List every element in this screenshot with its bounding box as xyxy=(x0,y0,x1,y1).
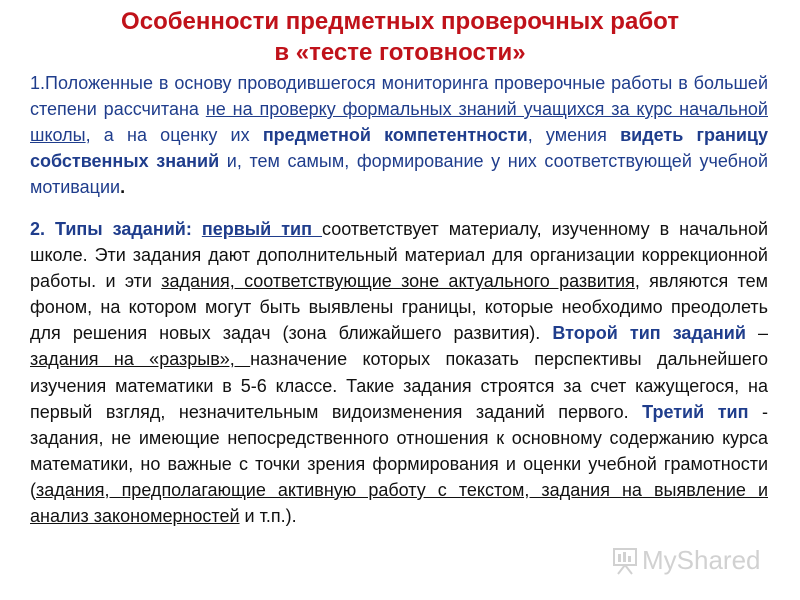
p2-text-5: - задания, не имеющие непосредственного отношения к основному содержанию курса математики, но важные с точки зрения формирования и оценки учебной грамотности ( xyxy=(30,401,769,500)
p1-text-1: 1.Положенные в основу проводившегося мониторинга проверочные работы в большей степени рассчитана xyxy=(30,73,768,119)
paragraph-1 xyxy=(30,70,768,200)
slide-title xyxy=(0,6,800,68)
p2-text-2: , являются тем фоном, на котором могут быть выявлены границы, которые необходимо преодолеть для решения новых задач (зона ближайшего развития). xyxy=(30,271,768,344)
p2-second-type: Второй тип заданий xyxy=(552,323,746,344)
p1-bold-1: предметной компетентности xyxy=(262,125,528,145)
watermark xyxy=(612,545,761,576)
p2-text-6: и т.п.). xyxy=(239,506,297,527)
p2-text-4: назначение которых показать перспективы дальнейшего изучения математики в 5-6 классе. Такие задания строятся за счет кажущегося, на первый взгляд, незначительным видоизменения заданий первого. xyxy=(30,349,768,422)
p2-heading: 2. Типы заданий: xyxy=(30,219,202,239)
watermark-text: MyShared xyxy=(642,545,761,575)
p2-text-1: соответствует материалу, изученному в начальной школе. Эти задания дают дополнительный материал для организации коррекционной работы. и эти xyxy=(30,219,769,292)
paragraph-2 xyxy=(30,216,768,529)
p1-text-3: , умения xyxy=(527,125,621,145)
p2-text-3: – xyxy=(745,323,768,344)
p2-third-type: Третий тип xyxy=(642,401,749,422)
p2-first-type: первый тип xyxy=(201,219,323,239)
p1-underline-1: не на проверку формальных знаний учащихся за курс начальной школы xyxy=(30,99,768,145)
p2-underline-3: задания, предполагающие активную работу с текстом, задания на выявление и анализ закономерностей xyxy=(30,479,768,527)
p1-period: . xyxy=(120,177,126,197)
p2-underline-2: задания на «разрыв», xyxy=(30,349,251,370)
p2-underline-1: задания, соответствующие зоне актуального развития xyxy=(161,271,635,292)
presentation-board-icon xyxy=(612,546,638,576)
title-line-1: Особенности предметных проверочных работ xyxy=(121,8,679,35)
p1-text-2: , а на оценку их xyxy=(85,125,263,145)
title-line-2: в «тесте готовности» xyxy=(274,39,526,66)
p1-bold-2: видеть границу собственных знаний xyxy=(30,125,769,171)
p1-text-4: и, тем самым, формирование у них соответствующей учебной мотивации xyxy=(30,151,769,197)
